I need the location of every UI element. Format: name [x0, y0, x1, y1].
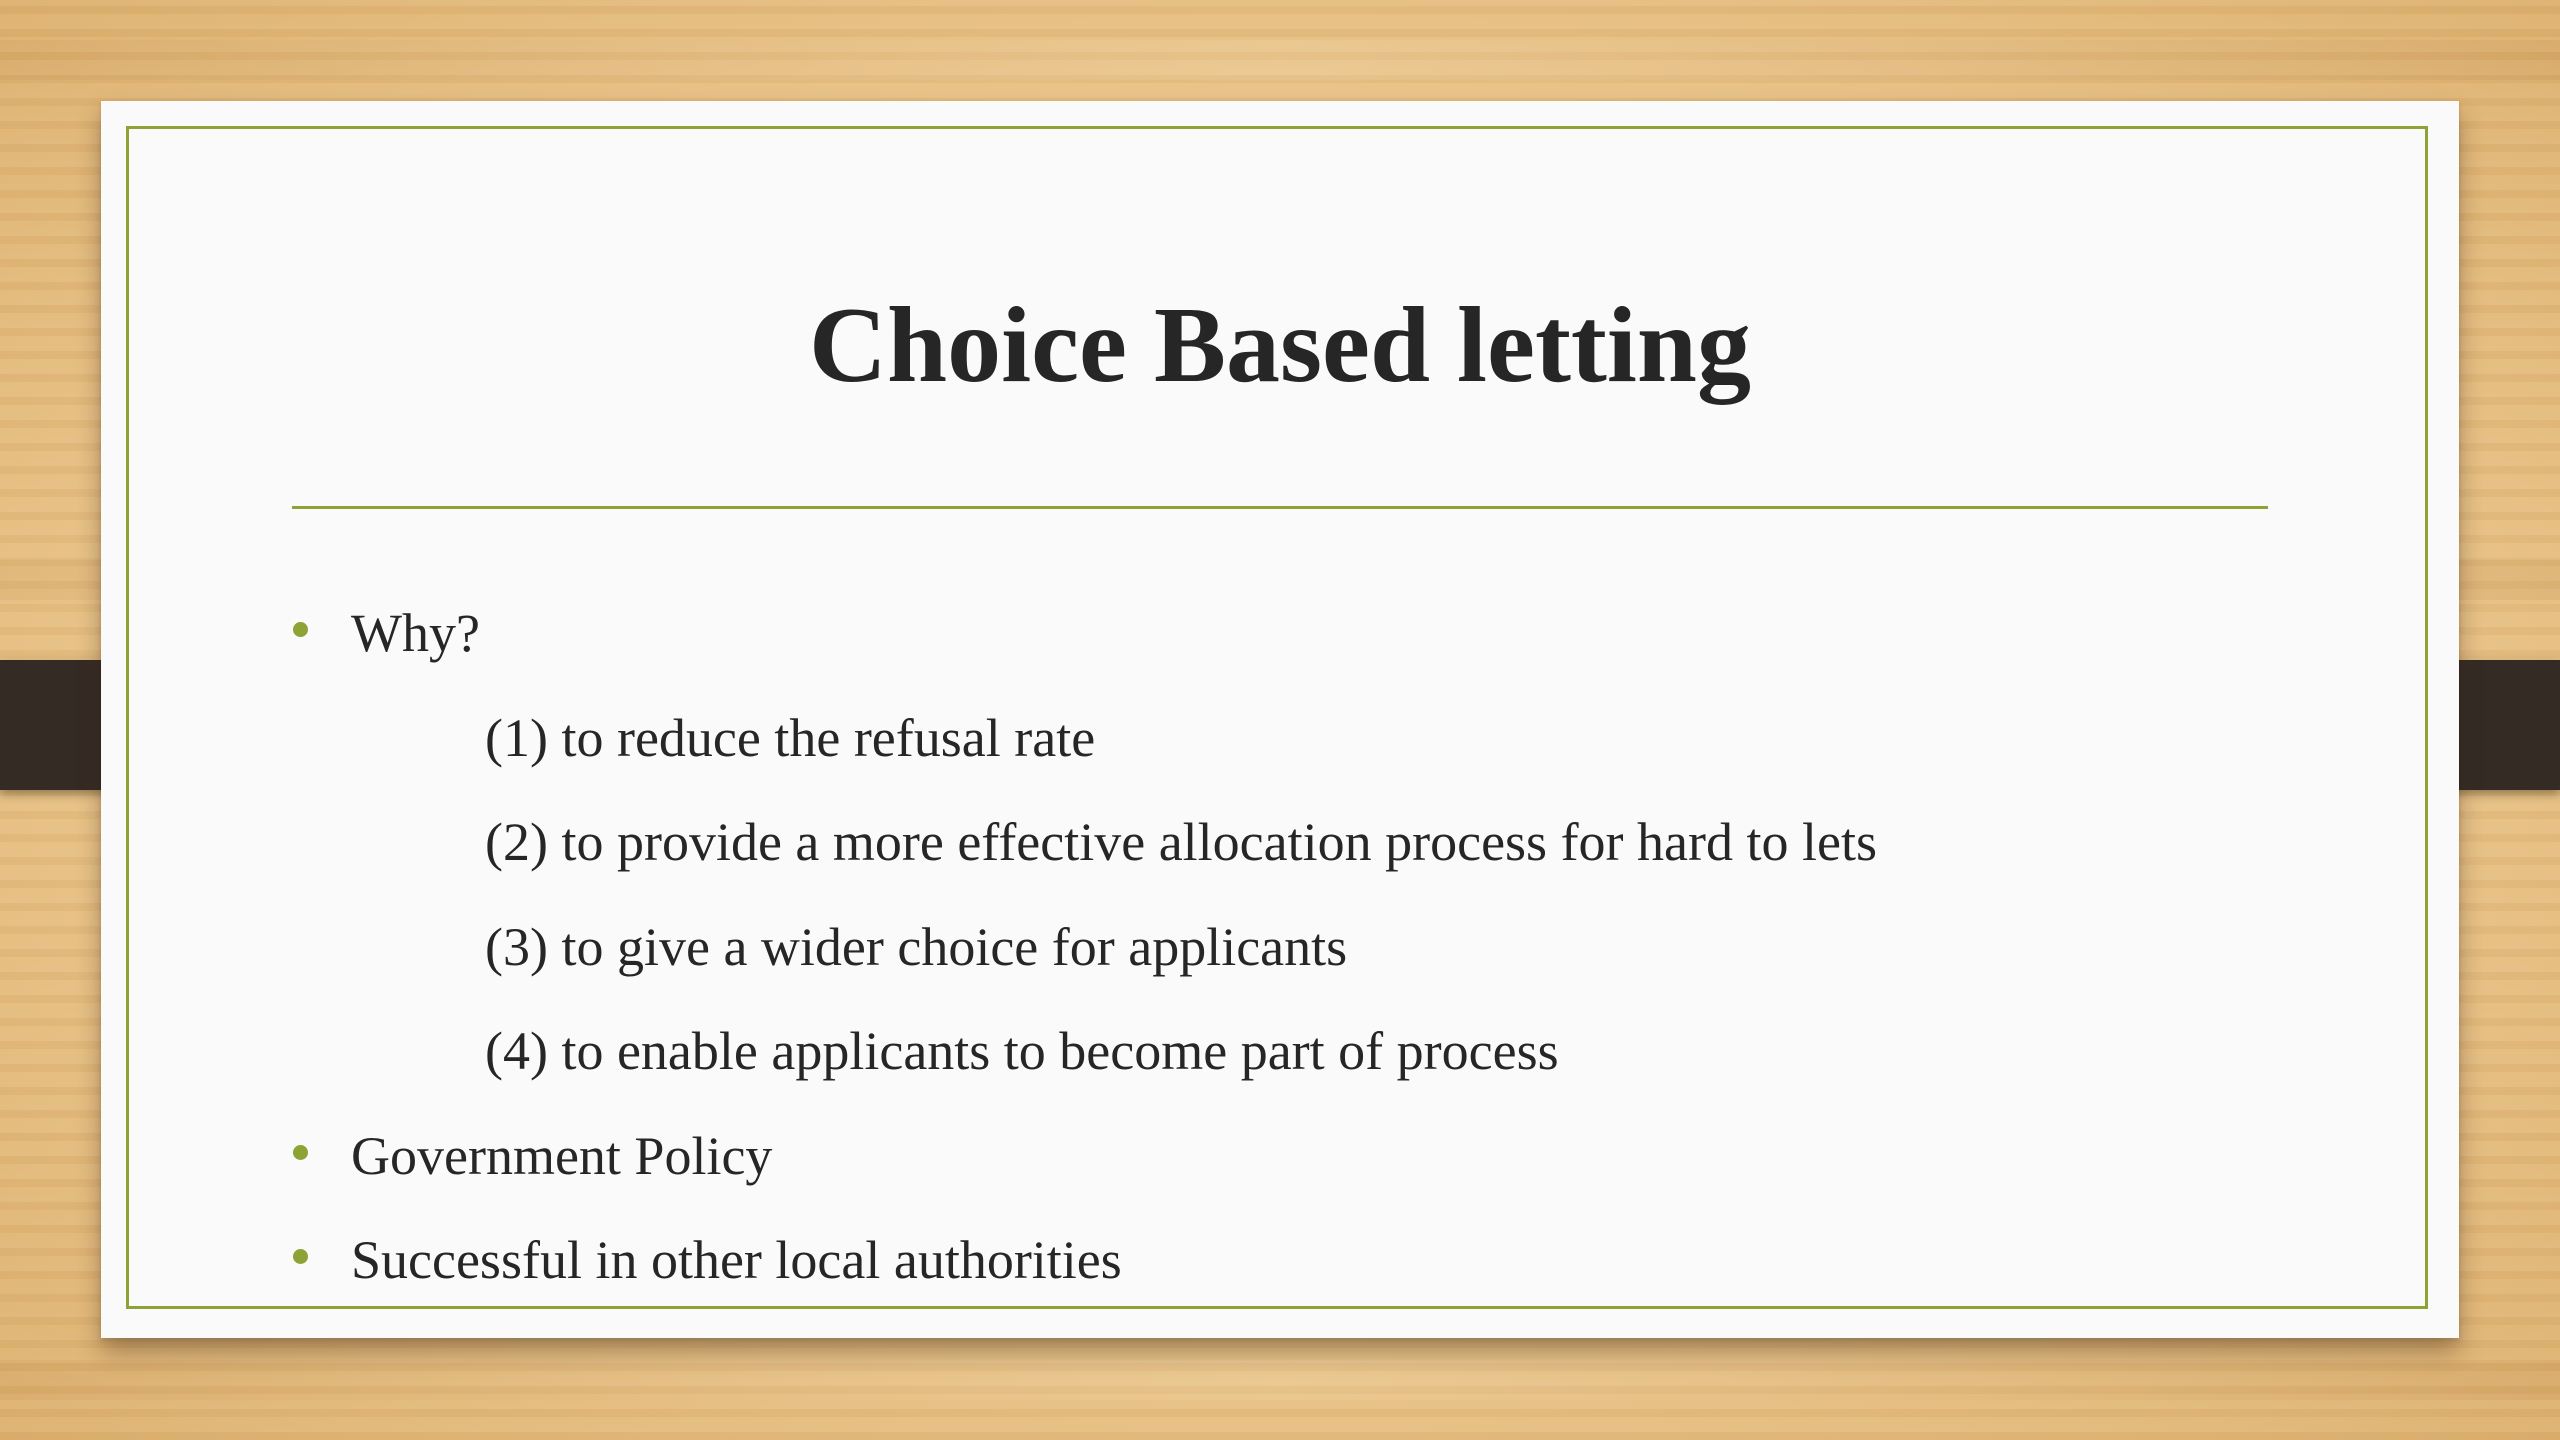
slide-card — [101, 101, 2459, 1338]
bullet-dot-icon — [291, 1104, 307, 1209]
bullet-item-government-policy — [291, 1104, 2271, 1209]
bullet-text: Successful in other local authorities — [351, 1230, 1122, 1290]
wood-grain-streak — [0, 40, 2560, 80]
slide-title: Choice Based letting — [809, 286, 1751, 405]
wood-grain-streak — [0, 1360, 2560, 1400]
sub-item-3 — [291, 895, 2271, 1000]
title-divider — [292, 506, 2268, 509]
sub-item-text: (3) to give a wider choice for applicants — [485, 916, 1348, 977]
bullet-dot-icon — [291, 1208, 307, 1313]
bullet-text: Government Policy — [351, 1125, 773, 1186]
bullet-item-why — [291, 581, 2271, 686]
sub-item-text: (2) to provide a more effective allocation process for hard to lets — [485, 812, 1877, 872]
bullet-item-successful — [291, 1208, 2271, 1313]
sub-item-2 — [291, 790, 2271, 895]
sub-item-1 — [291, 686, 2271, 791]
bullet-list — [291, 581, 2271, 1313]
sub-item-4 — [291, 999, 2271, 1104]
sub-item-text: (1) to reduce the refusal rate — [485, 707, 1096, 768]
bullet-text: Why? — [351, 603, 480, 663]
bullet-dot-icon — [291, 581, 307, 686]
sub-item-text: (4) to enable applicants to become part of process — [485, 1021, 1559, 1081]
